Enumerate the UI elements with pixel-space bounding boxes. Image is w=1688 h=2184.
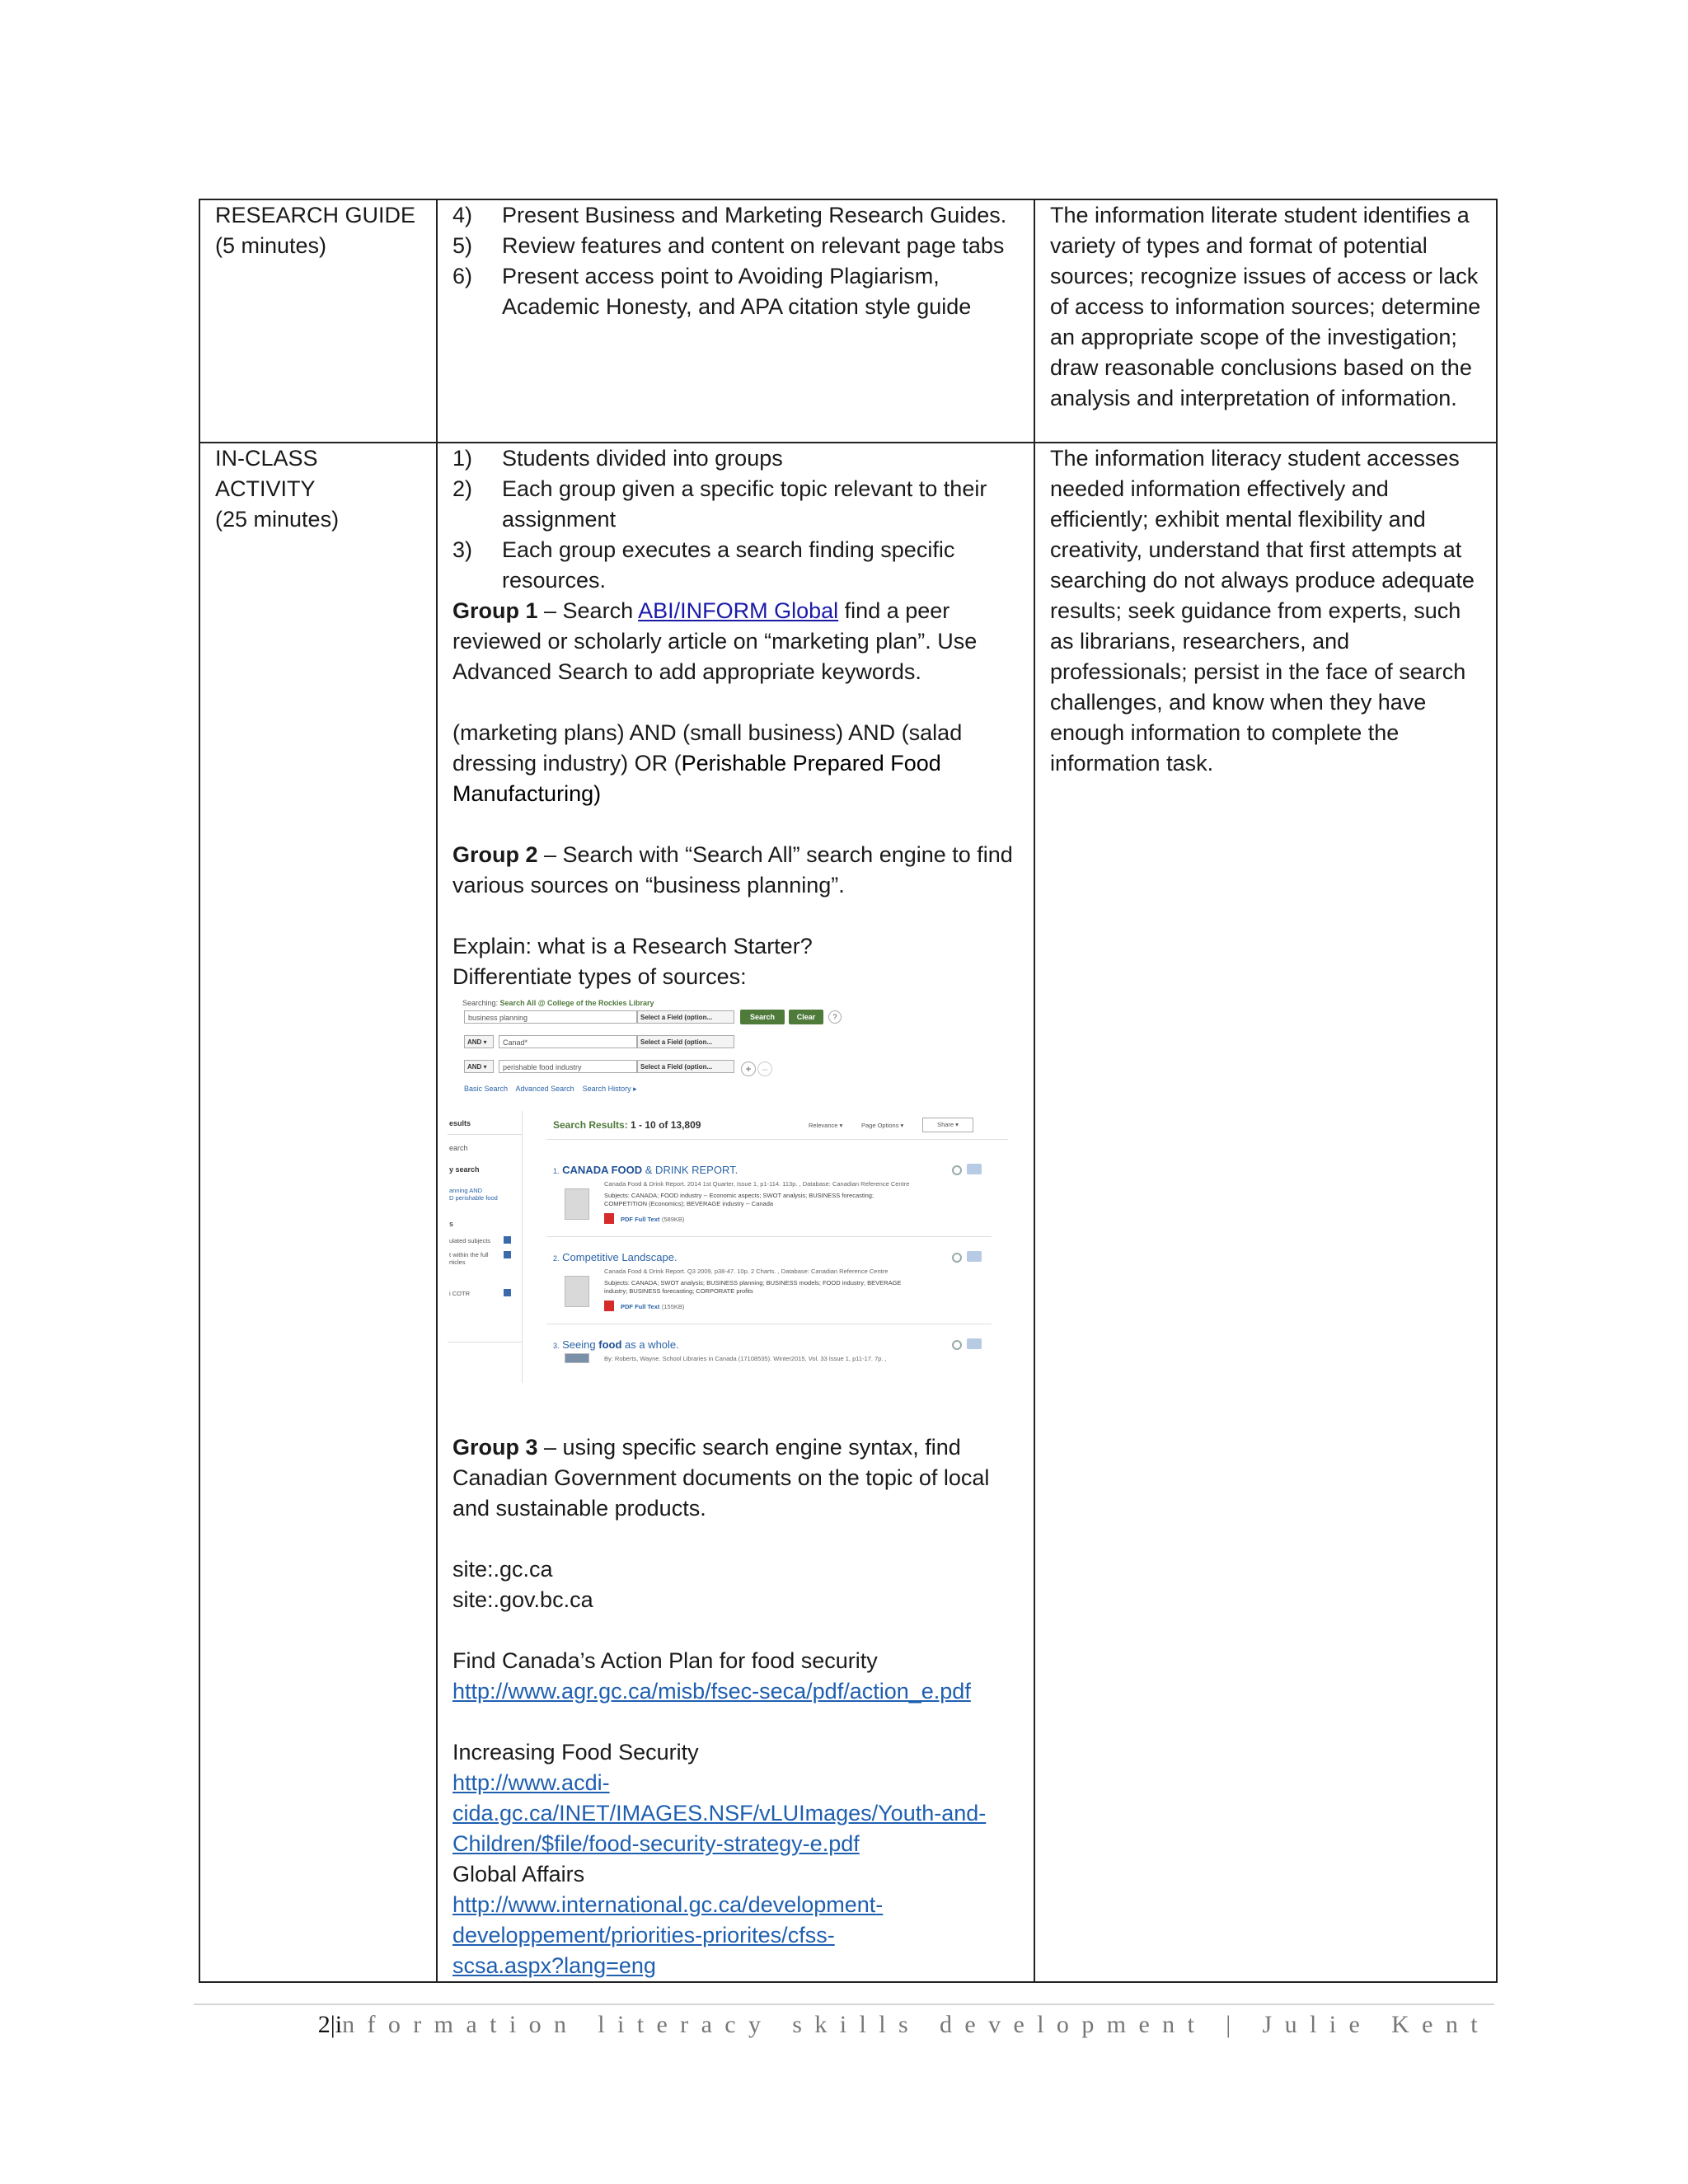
food-security-link[interactable]: http://www.acdi- cida.gc.ca/INET/IMAGES.NSF/vLUImages/Youth-and- Children/$file/food-security-strategy-e.pdf [452,1770,987,1856]
group1-query: (marketing plans) AND (small business) AND (salad dressing industry) OR (Perishable Prepared Food Manufacturing) [452,720,963,806]
outcome-text: The information literate student identifies a variety of types and format of potential sources; recognize issues of access or lack of access to information sources; determine an appropriate scope of the investigation; draw reasonable conclusions based on the analysis and interpretation of information. [1050,203,1481,410]
share-button[interactable]: Share ▾ [922,1118,973,1132]
preview-icon[interactable] [952,1165,962,1175]
pdf-icon [604,1301,614,1311]
toggle-icon[interactable] [504,1289,511,1296]
sidebar-header: esults [449,1119,471,1127]
list-item: 4) Present Business and Marketing Research Guides. [452,203,1007,227]
page-options-dropdown[interactable]: Page Options ▾ [861,1122,904,1129]
search-input[interactable]: Canad* [499,1035,637,1048]
operator-select[interactable]: AND ▾ [464,1060,494,1073]
preview-icon[interactable] [952,1340,962,1350]
clear-button[interactable]: Clear [789,1010,823,1024]
result-title[interactable]: 3. Seeing food as a whole. [553,1338,679,1351]
list-item: 1) Students divided into groups [452,446,783,471]
list-item: 5) Review features and content on relevant page tabs [452,233,1005,258]
stage-duration: (5 minutes) [215,233,327,258]
abi-inform-link[interactable]: ABI/INFORM Global [638,598,839,623]
group3-paragraph: Group 3 – using specific search engine syntax, find Canadian Government documents on the topic of local and sustainable products. [452,1435,990,1521]
outcome-text: The information literacy student accesses needed information effectively and efficiently; exhibit mental flexibility and creativity, understand that first attempts at searching do not always produce adequate results; seek guidance from experts, such as librarians, researchers, and professionals; persist in the face of search challenges, and know when they have enough information to complete the information task. [1050,446,1475,776]
outcome-cell [1034,199,1497,443]
toggle-icon[interactable] [504,1251,511,1258]
add-row-icon[interactable]: + [741,1062,756,1076]
stage-cell [199,199,437,443]
results-summary: Search Results: 1 - 10 of 13,809 [553,1119,701,1131]
group2-label: Group 2 [452,842,538,867]
outcome-cell [1034,443,1497,1982]
pdf-icon [604,1213,614,1224]
result-title[interactable]: 1. CANADA FOOD & DRINK REPORT. [553,1164,738,1176]
search-input[interactable]: perishable food industry [499,1060,637,1073]
list-item: 6) Present access point to Avoiding Plagiarism, Academic Honesty, and APA citation style guide [452,264,972,319]
folder-icon[interactable] [967,1338,982,1349]
stage-title: IN-CLASS ACTIVITY [215,446,318,501]
global-affairs-label: Global Affairs [452,1862,585,1886]
page-footer: 2|information literacy skills development | Julie Kent [317,2011,1490,2038]
activity-cell [437,443,1034,1982]
steps-list [452,443,1020,596]
footer-title: nformation literacy skills development | Julie Kent [342,2011,1490,2038]
list-item: 3) Each group executes a search finding specific resources. [452,537,955,593]
action-plan-link[interactable]: http://www.agr.gc.ca/misb/fsec-seca/pdf/action_e.pdf [452,1679,971,1704]
stage-title: RESEARCH GUIDE [215,203,416,227]
action-plan-label: Find Canada’s Action Plan for food security [452,1648,878,1673]
pdf-full-text-link[interactable]: PDF Full Text (589KB) [621,1216,685,1223]
group1-paragraph: Group 1 – Search ABI/INFORM Global find a peer reviewed or scholarly article on “marketing plan”. Use Advanced Search to add appropriate keywords. [452,598,978,684]
operator-select[interactable]: AND ▾ [464,1035,494,1048]
footer-divider [194,2004,1494,2005]
syntax-gc: site:.gc.ca [452,1557,553,1582]
syntax-gov-bc: site:.gov.bc.ca [452,1587,593,1612]
page-number: 2 [317,2011,331,2038]
field-select[interactable]: Select a Field (option... [637,1010,734,1024]
food-security-label: Increasing Food Security [452,1740,699,1765]
search-history-link[interactable]: Search History ▸ [582,1085,637,1093]
group3-label: Group 3 [452,1435,538,1460]
search-button[interactable]: Search [740,1010,785,1024]
steps-list [452,200,1020,322]
stage-duration: (25 minutes) [215,507,340,532]
field-select[interactable]: Select a Field (option... [637,1035,734,1048]
pdf-full-text-link[interactable]: PDF Full Text (155KB) [621,1303,685,1310]
folder-icon[interactable] [967,1251,982,1262]
document-thumbnail[interactable] [565,1353,589,1363]
search-screenshot: Searching: Search All @ College of the Rockies Library business planning Select a Field (option... Search Clear ? AND ▾ Canad* Select a Field (option... AND ▾ perishable food industry Select a Field (option... + – Basic Search Advanced Search Search History ▸ esults earch y search anning AND D perishable food s ulated subjects t within the full rticles i COTR Search Results: 1 - 10 of 13,809 Relevance ▾ Page Options ▾ Share ▾ 1. CANADA FOOD & DRINK REPORT. Canada Food & Drink Report. 2014 1st Quarter, Issue 1, p1-114. 113p. , Database: Canadian Reference Centre Subjects: CANADA; FOOD industry -- Economic aspects; SWOT analysis; BUSINESS forecasting; COMPETITION (Economics); BEVERAGE industry -- Canada PDF Full Text (589KB) 2. Competitive Landscape. Canada Food & Drink Report. Q3 2009, p38-47. 10p. 2 Charts. , Database: Canadian Reference Centre Subjects: CANADA; SWOT analysis; BUSINESS planning; BUSINESS models; FOOD industry; BEVERAGE industry; BUSINESS forecasting; CORPORATE profits PDF Full Text (155KB) 3. Seeing food as a whole. By: Roberts, Wayne. School Libraries in Canada (17108535). Winter2015, Vol. 33 Issue 1, p11-17. 7p. , [448,997,1008,1383]
remove-row-icon[interactable]: – [757,1062,772,1076]
differentiate-text: Differentiate types of sources: [452,964,747,989]
basic-search-link[interactable]: Basic Search [464,1085,509,1093]
list-item: 2) Each group given a specific topic relevant to their assignment [452,476,987,532]
stage-cell [199,443,437,1982]
document-thumbnail[interactable] [565,1276,589,1307]
group1-label: Group 1 [452,598,538,623]
sort-dropdown[interactable]: Relevance ▾ [809,1122,843,1129]
advanced-search-link[interactable]: Advanced Search [515,1085,574,1093]
field-select[interactable]: Select a Field (option... [637,1060,734,1073]
global-affairs-link[interactable]: http://www.international.gc.ca/development- developpement/priorities-priorites/cfss- scsa.aspx?lang=eng [452,1892,884,1978]
preview-icon[interactable] [952,1253,962,1263]
table-row-research-guide [199,199,1497,443]
toggle-icon[interactable] [504,1236,511,1244]
group2-paragraph: Group 2 – Search with “Search All” search engine to find various sources on “business planning”. [452,842,1013,898]
lesson-plan-table [199,199,1498,1983]
search-input[interactable]: business planning [464,1010,637,1024]
result-title[interactable]: 2. Competitive Landscape. [553,1251,678,1263]
table-row-in-class-activity [199,443,1497,1982]
explain-text: Explain: what is a Research Starter? [452,934,813,958]
document-thumbnail[interactable] [565,1188,589,1220]
help-icon[interactable]: ? [828,1010,842,1024]
folder-icon[interactable] [967,1164,982,1174]
steps-cell [437,199,1034,443]
